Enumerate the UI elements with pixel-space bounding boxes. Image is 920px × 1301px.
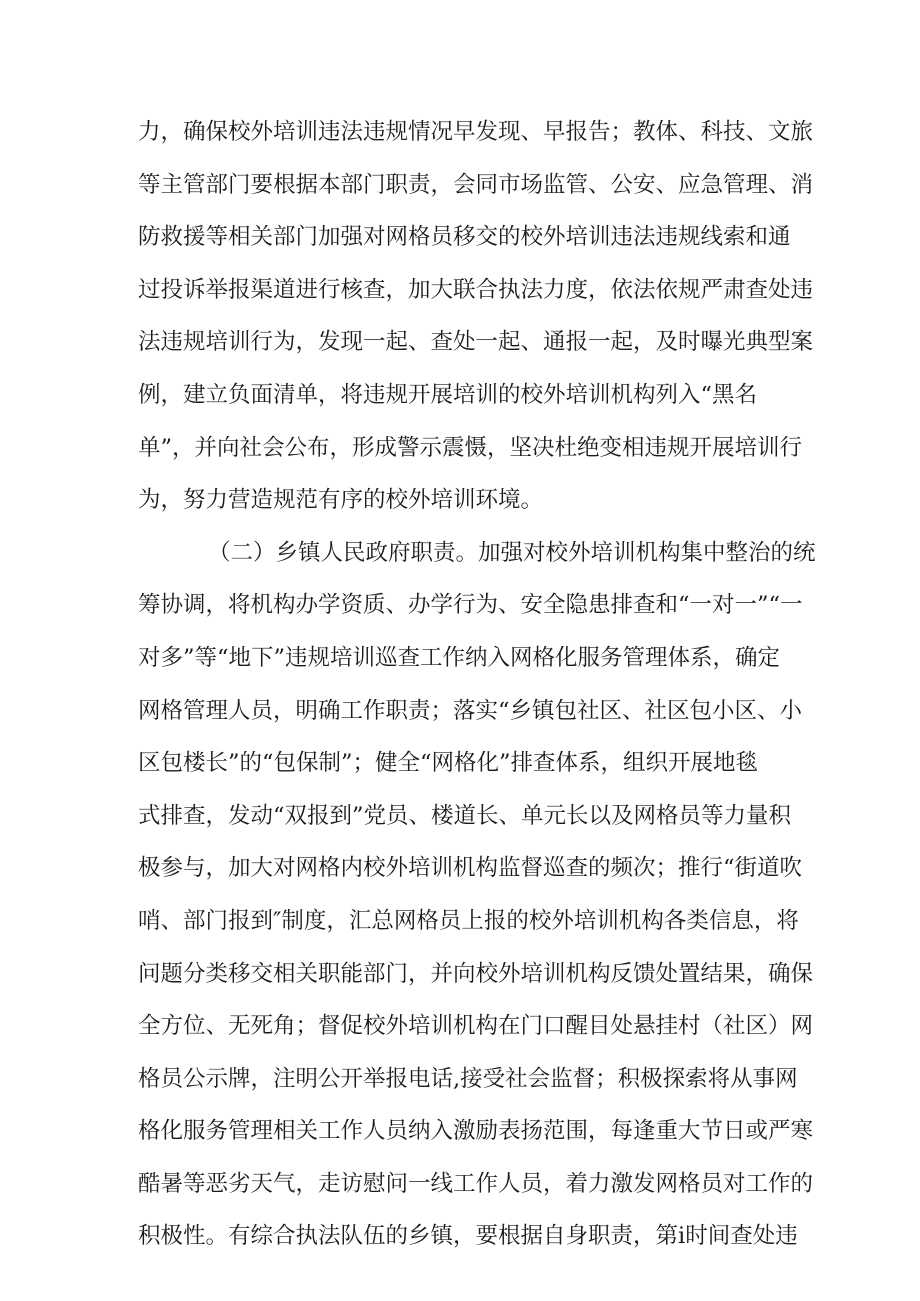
text-line: 等主管部门要根据本部门职责，会同市场监管、公安、应急管理、消 — [138, 171, 814, 198]
text-line: 式排查，发动“双报到”党员、楼道长、单元长以及网格员等力量积 — [138, 802, 792, 829]
section-heading-line: （二）乡镇人民政府职责。加强对校外培训机构集中整治的统 — [208, 539, 816, 566]
text-line: 对多”等“地下”违规培训巡查工作纳入网格化服务管理体系，确定 — [138, 644, 781, 671]
text-line: 网格管理人员，明确工作职责；落实“乡镇包社区、社区包小区、小 — [138, 697, 803, 724]
text-line: 单”，并向社会公布，形成警示震慑，坚决杜绝变相违规开展培训行 — [138, 434, 803, 461]
text-line: 过投诉举报渠道进行核查，加大联合执法力度，依法依规严肃查处违 — [138, 276, 814, 303]
text-line: 极参与，加大对网格内校外培训机构监督巡查的频次；推行“街道吹 — [138, 855, 803, 882]
text-line: 问题分类移交相关职能部门，并向校外培训机构反馈处置结果，确保 — [138, 960, 814, 987]
text-line: 力，确保校外培训违法违规情况早发现、早报告；教体、科技、文旅 — [138, 119, 814, 145]
text-line: 全方位、无死角；督促校外培训机构在门口醒目处悬挂村（社区）网 — [138, 1013, 814, 1040]
text-line: 区包楼长”的“包保制”；健全“网格化”排查体系，组织开展地毯 — [138, 750, 759, 777]
text-line: 例，建立负面清单，将违规开展培训的校外培训机构列入“黑名 — [138, 381, 758, 408]
text-line: 为，努力营造规范有序的校外培训环境。 — [138, 487, 544, 514]
text-line: 格员公示牌，注明公开举报电话,接受社会监督；积极探索将从事网 — [138, 1065, 798, 1092]
document-body — [138, 106, 816, 1263]
text-line: 格化服务管理相关工作人员纳入激励表扬范围，每逢重大节日或严寒 — [138, 1118, 814, 1145]
text-line: 防救援等相关部门加强对网格员移交的校外培训违法违规线索和通 — [138, 224, 791, 251]
paragraph-township-government-duties — [138, 527, 816, 1263]
text-line: 哨、部门报到″制度，汇总网格员上报的校外培训机构各类信息，将 — [138, 907, 799, 934]
text-line: 酷暑等恶劣天气，走访慰问一线工作人员，着力激发网格员对工作的 — [138, 1170, 814, 1197]
text-line: 筹协调，将机构办学资质、办学行为、安全隐患排查和“一对一”“一 — [138, 592, 803, 619]
text-line: 积极性。有综合执法队伍的乡镇，要根据自身职责，第i时间查处违 — [138, 1223, 798, 1250]
text-line: 法违规培训行为，发现一起、查处一起、通报一起，及时曝光典型案 — [138, 329, 814, 356]
paragraph-responsibilities-departments — [138, 106, 814, 527]
